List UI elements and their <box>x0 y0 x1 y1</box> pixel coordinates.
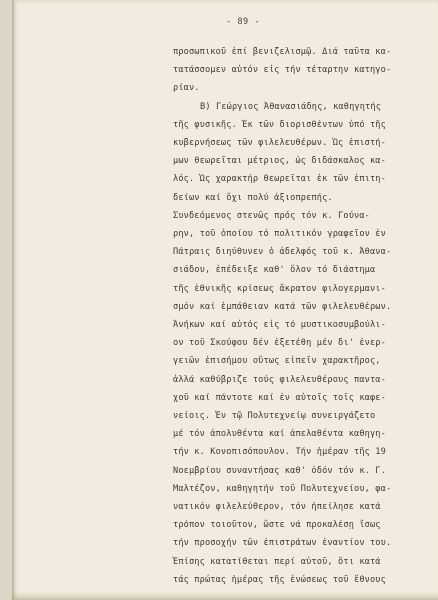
text-line: ρην, τοῦ ὁποίου τό πολιτικόν γραφεῖον ἐν <box>173 229 386 239</box>
text-line: τῆς ἐθνικῆς κρίσεως ἄκρατον φιλογερμανι- <box>173 283 386 294</box>
text-line: Ἐπίσης κατατίθεται περί αὐτοῦ, ὅτι κατά <box>173 556 381 567</box>
text-line: ἀλλά καθύβριζε τούς φιλελευθέρους παντα- <box>173 374 386 385</box>
text-line: μων θεωρεῖται μέτριος, ὡς διδάσκαλος κα- <box>173 156 386 167</box>
text-line: τήν προσοχήν τῶν ἐπιστράτων ἐναντίον του. <box>173 538 392 549</box>
text-line: τατάσσομεν αὐτόν εἰς τήν τέταρτην κατηγο- <box>173 65 392 76</box>
text-line: νατικόν φιλελεύθερον, τόν ἠπείλησε κατά <box>173 502 381 512</box>
text-line: τάς πρώτας ἡμέρας τῆς ἐνώσεως τοῦ ἔθνους <box>173 574 386 585</box>
page-number: - 89 - <box>226 17 261 27</box>
text-line: γειῶν ἐπισήμου οὕτως εἰπεῖν χαρακτῆρος, <box>173 356 381 367</box>
text-line: προσωπικοῦ ἐπί βενιζελισμῷ. Διά ταῦτα κα- <box>173 47 392 57</box>
text-line: ον τοῦ Σκούφου δέν ἐξετέθη μέν δι' ἐνερ- <box>173 338 386 349</box>
text-line: νείοις. Ἐν τῷ Πολυτεχνείῳ συνειργάζετο <box>173 411 376 421</box>
text-line: σμόν καί ἐμπάθειαν κατά τῶν φιλελευθέρων. <box>173 301 392 312</box>
text-line: τήν κ. Κονοπισόπουλον. Τήν ἡμέραν τῆς 19 <box>173 447 386 458</box>
text-line: χοῦ καί πάντοτε καί ἐν αὐτοῖς τοῖς καφε- <box>173 392 386 403</box>
text-line: Συνδεόμενος στενῶς πρός τόν κ. Γούνα- <box>173 210 370 221</box>
text-line: τῆς φυσικῆς. Ἐκ τῶν διορισθέντων ὑπό τῆς <box>173 119 386 130</box>
text-line: Β) Γεώργιος Ἀθανασιάδης, καθηγητής <box>200 101 382 112</box>
text-line: τρόπον τοιοῦτον, ὥστε νά προκαλέσῃ ἴσως <box>173 520 381 531</box>
text-line: Νοεμβρίου συναντήσας καθ' ὁδόν τόν κ. Γ. <box>173 465 386 476</box>
text-line: μέ τόν ἀπολυθέντα καί ἀπελαθέντα καθηγη- <box>173 429 386 440</box>
text-line: λός. Ὡς χαρακτήρ θεωρεῖται ἐκ τῶν ἐπιτη- <box>173 174 386 185</box>
text-line: ρίαν. <box>173 83 200 94</box>
text-line: Μαλτέζον, καθηγητήν τοῦ Πολυτεχνείου, φα- <box>173 483 392 494</box>
text-line: δείων καί ὄχι πολύ ἀξιοπρεπής. <box>173 192 333 203</box>
text-line: κυβερνήσεως τῶν φιλελευθέρων. Ὡς ἐπιστή- <box>173 138 386 148</box>
text-line: Ἀνήκων καί αὐτός εἰς τό μυστικοσυμβούλι- <box>173 320 386 330</box>
text-line: Πάτραις διηύθυνεν ὁ ἀδελφός τοῦ κ. Ἀθανα- <box>173 247 392 258</box>
text-line: σιάδου, ἐπέδειξε καθ' ὅλον τό διάστημα <box>173 265 376 276</box>
